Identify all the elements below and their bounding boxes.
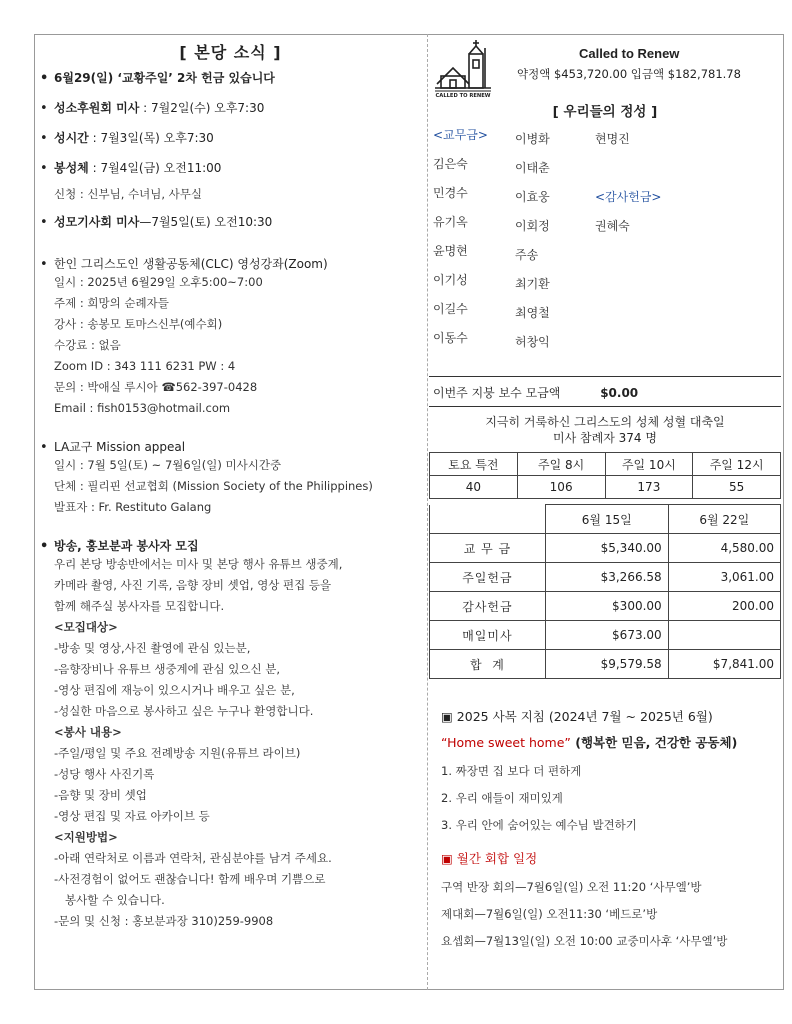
table-row: 6월 15일 6월 22일	[430, 505, 781, 534]
names-column-2: 이병화 이태춘 이효웅 이회정 주송 최기환 최영철 허창익	[515, 132, 550, 349]
list-item: • LA교구 Mission appeal	[38, 440, 423, 455]
attendance-table	[429, 452, 781, 499]
table-row: 토요 특전 주일 8시 주일 10시 주일 12시	[430, 453, 781, 476]
svg-text:CALLED TO RENEW: CALLED TO RENEW	[435, 93, 491, 98]
campaign-amounts: 약정액 $453,720.00 입금액 $182,781.78	[517, 67, 741, 81]
monthly-title: ▣ 월간 회합 일정	[441, 851, 538, 866]
list-item: • 방송, 홍보분과 봉사자 모집	[38, 539, 423, 554]
news-list	[38, 71, 423, 932]
list-item: • 성모기사회 미사—7월5일(토) 오전10:30	[38, 215, 423, 230]
devotion-title: [ 우리들의 정성 ]	[552, 104, 658, 120]
roof-fund-line: 이번주 지붕 보수 모금액 $0.00	[433, 386, 639, 400]
table-row: 매일미사 $673.00	[430, 621, 781, 650]
list-item: • 6월29(일) ‘교황주일’ 2차 헌금 있습니다	[38, 71, 423, 86]
names-column-3: 현명진 <감사헌금> 권혜숙	[595, 132, 662, 233]
donor-names	[429, 126, 781, 366]
guide-motto: “Home sweet home” (행복한 믿음, 건강한 공동체)	[441, 735, 738, 750]
broadcast-details: 우리 본당 방송반에서는 미사 및 본당 행사 유튜브 생중계, 카메라 촬영, 사진 기록, 음향 장비 셋업, 영상 편집 등을 함께 해주실 봉사자를 모집합니다. <모집대상> -방송 및 영상,사진 촬영에 관심 있는분, -음향장비나 유튜브 생중계에 관심 있으신 분, -영상 편집에 재능이 있으시거나 배우고 싶은 분, -성실한 마음으로 봉사하고 싶은 누구나 환영합니다. <봉사 내용> -주일/평일 및 주요 전례방송 지원(유튜브 라이브) -성당 행사 사진기록 -음향 및 장비 셋업 -영상 편집 및 자료 아카이브 등 <지원방법> -아래 연락처로 이름과 연락처, 관심분야를 남겨 주세요. -사전경험이 없어도 괜찮습니다! 함께 배우며 기쁨으로 봉사할 수 있습니다. -문의 및 신청 : 홍보분과장 310)259-9908	[54, 557, 343, 928]
guide-title: ▣ 2025 사목 지침 (2024년 7월 ~ 2025년 6월)	[441, 709, 713, 724]
church-logo-icon	[433, 40, 495, 98]
parish-news-title: [ 본당 소식 ]	[179, 43, 282, 62]
table-row: 주일헌금 $3,266.58 3,061.00	[430, 563, 781, 592]
list-item: • 봉성체 : 7월4일(금) 오전11:00 신청 : 신부님, 수녀님, 사무실	[38, 161, 423, 202]
campaign-title: Called to Renew	[579, 46, 680, 61]
monthly-meetings: ▣ 월간 회합 일정 구역 반장 회의—7월6일(일) 오전 11:20 ‘사무엘’방 제대회—7월6일(일) 오전11:30 ‘베드로’방 요셉회—7월13일(일) 오전 10:00 교중미사후 ‘사무엘’방	[441, 850, 781, 955]
section-divider	[429, 376, 781, 377]
table-row: 40 106 173 55	[430, 476, 781, 499]
names-column-1: <교무금> 김은숙 민경수 유기옥 윤명현 이기성 이길수 이동수	[433, 128, 488, 345]
list-item: • 성소후원회 미사 : 7월2일(수) 오후7:30	[38, 101, 423, 116]
column-divider	[427, 34, 428, 990]
section-divider	[429, 406, 781, 407]
feast-attendance-caption: 지극히 거룩하신 그리스도의 성체 성혈 대축일 미사 참례자 374 명	[485, 415, 725, 445]
called-to-renew-header	[429, 38, 781, 98]
parish-news-column	[38, 40, 423, 932]
table-row: 합 계 $9,579.58 $7,841.00	[430, 650, 781, 679]
appeal-details: 일시 : 7월 5일(토) ~ 7월6일(일) 미사시간중 단체 : 필리핀 선교협회 (Mission Society of the Philippines) 발표자 : Fr. Restituto Galang	[54, 458, 373, 514]
table-row: 감사헌금 $300.00 200.00	[430, 592, 781, 621]
list-item: • 성시간 : 7월3일(목) 오후7:30	[38, 131, 423, 146]
table-row: 교 무 금 $5,340.00 4,580.00	[430, 534, 781, 563]
clc-details: 일시 : 2025년 6월29일 오후5:00~7:00 주제 : 희망의 순례자들 강사 : 송봉모 토마스신부(예수회) 수강료 : 없음 Zoom ID : 343 111 6231 PW : 4 문의 : 박애실 루시아 ☎562-397-0428 Email : fish0153@hotmail.com	[54, 275, 263, 415]
offerings-table	[429, 504, 781, 679]
guide-list: 1. 짜장면 집 보다 더 편하게 2. 우리 애들이 재미있게 3. 우리 안에 숨어있는 예수님 발견하기	[441, 764, 637, 832]
list-item: • 한인 그리스도인 생활공동체(CLC) 영성강좌(Zoom)	[38, 257, 423, 272]
pastoral-guide	[441, 708, 781, 839]
